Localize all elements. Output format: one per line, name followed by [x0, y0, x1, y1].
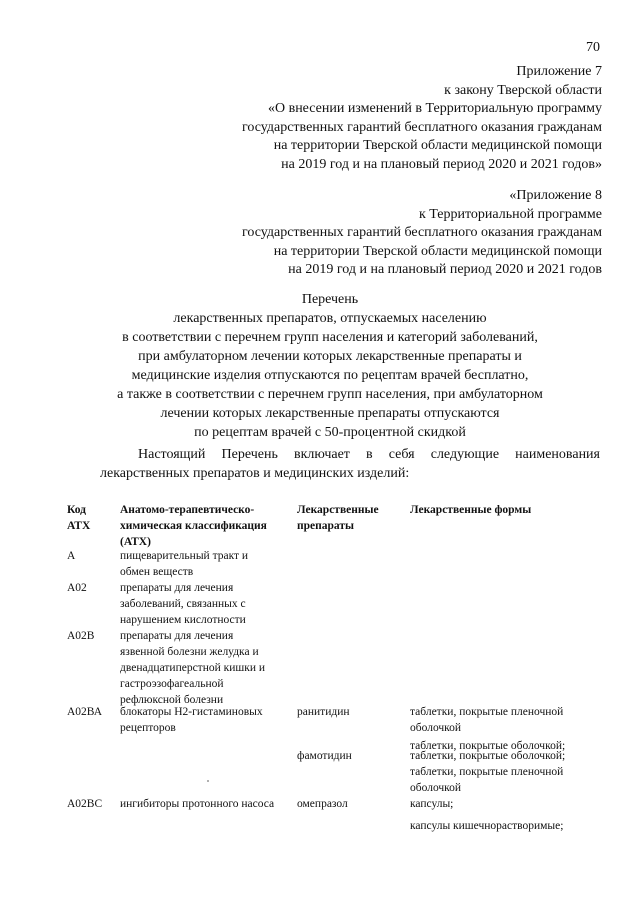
- row-form: таблетки, покрытые оболочкой;: [410, 750, 566, 762]
- title-line: по рецептам врачей с 50-процентной скидкой: [194, 425, 466, 440]
- row-classification: ингибиторы протонного насоса: [120, 798, 275, 810]
- appendix-7-line: на территории Тверской области медицинской помощи: [273, 138, 602, 153]
- appendix-7-line: к закону Тверской области: [444, 82, 602, 98]
- appendix-7-line: Приложение 7: [516, 64, 602, 79]
- title-line: лечении которых лекарственные препараты отпускаются: [160, 406, 500, 421]
- appendix-7-line: на 2019 год и на плановый период 2020 и 2021 годов»: [281, 156, 602, 172]
- header-classification: Анатомо-терапевтическо-химическая классификация (АТХ): [120, 504, 267, 548]
- row-classification: блокаторы Н2-гистаминовых рецепторов: [120, 706, 263, 734]
- header-code: Код АТХ: [67, 504, 91, 532]
- page-number: 70: [586, 40, 600, 55]
- appendix-8-line: государственных гарантий бесплатного оказания гражданам: [241, 225, 602, 240]
- header-drugs: Лекарственные препараты: [297, 504, 379, 532]
- title-line: Перечень: [301, 292, 359, 307]
- scan-speck: [207, 780, 209, 782]
- row-drug: ранитидин: [297, 706, 350, 718]
- appendix-7-line: государственных гарантий бесплатного оказания гражданам: [241, 119, 602, 135]
- row-classification: пищеварительный тракт и обмен веществ: [120, 550, 249, 578]
- appendix-8-line: на территории Тверской области медицинской помощи: [273, 243, 602, 259]
- appendix-7-header: [82, 63, 602, 174]
- header-forms: Лекарственные формы: [410, 504, 532, 516]
- row-code: А02ВС: [67, 798, 103, 810]
- row-code: А02: [67, 582, 87, 594]
- row-code: А02ВА: [67, 706, 103, 718]
- row-form: капсулы кишечнорастворимые;: [410, 820, 564, 832]
- row-code: А: [67, 550, 76, 562]
- appendix-7-line: «О внесении изменений в Территориальную программу: [267, 101, 602, 116]
- row-classification: препараты для лечения язвенной болезни желудка и двенадцатиперстной кишки и гастроэзофагеальной рефлюксной болезни: [120, 630, 266, 706]
- row-form: таблетки, покрытые оболочкой;: [410, 740, 566, 752]
- document-title: [70, 290, 590, 442]
- title-line: в соответствии с перечнем групп населения и категорий заболеваний,: [122, 330, 538, 345]
- title-line: медицинские изделия отпускаются по рецептам врачей бесплатно,: [131, 368, 529, 383]
- title-line: а также в соответствии с перечнем групп населения, при амбулаторном: [117, 387, 543, 402]
- appendix-8-header: [82, 187, 602, 280]
- row-drug: омепразол: [297, 798, 348, 810]
- title-line: при амбулаторном лечении которых лекарственные препараты и: [138, 349, 522, 364]
- appendix-8-line: на 2019 год и на плановый период 2020 и 2021 годов: [288, 262, 602, 277]
- title-line: лекарственных препаратов, отпускаемых населению: [173, 311, 487, 326]
- appendix-8-line: к Территориальной программе: [418, 206, 602, 222]
- row-code: А02В: [67, 630, 95, 642]
- appendix-8-line: «Приложение 8: [509, 188, 602, 203]
- row-form: таблетки, покрытые пленочной оболочкой: [410, 706, 564, 734]
- intro-paragraph: Настоящий Перечень включает в себя следующие наименования лекарственных препаратов и медицинских изделий:: [100, 447, 600, 481]
- row-classification: препараты для лечения заболеваний, связанных с нарушением кислотности: [120, 582, 246, 626]
- row-drug: фамотидин: [297, 750, 352, 762]
- row-form: таблетки, покрытые пленочной оболочкой: [410, 766, 564, 794]
- row-form: капсулы;: [410, 798, 454, 810]
